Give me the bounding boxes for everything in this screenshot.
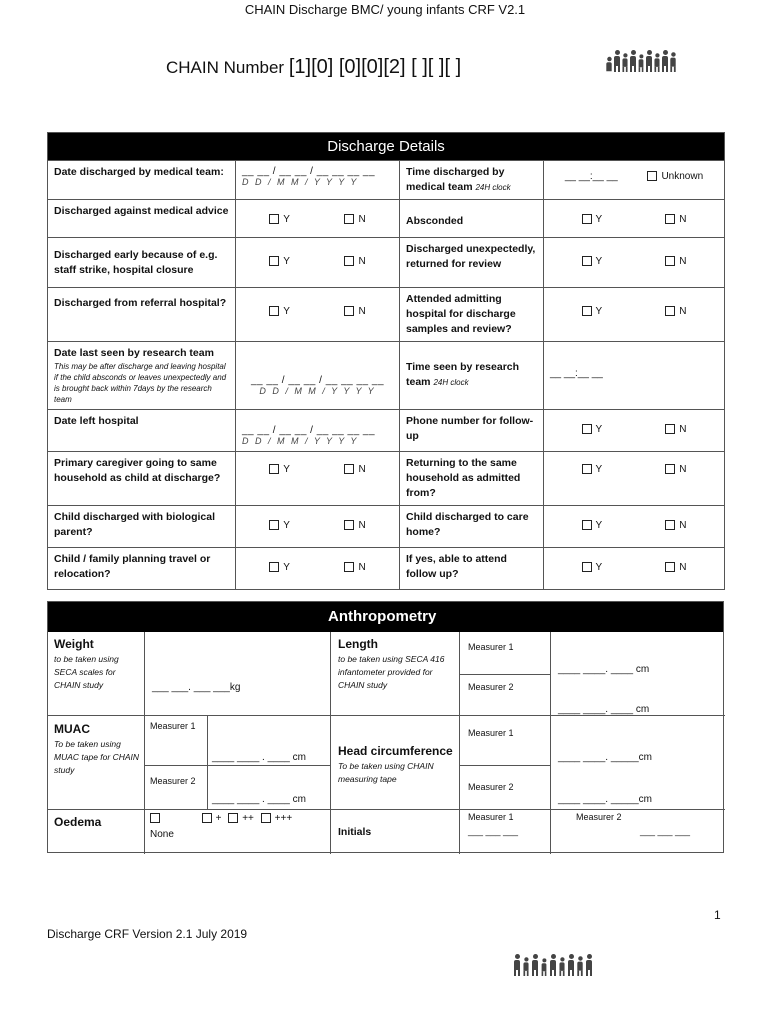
oedema-plus2-checkbox[interactable] [228,813,238,823]
chain-logo-footer-icon [512,948,598,976]
discharge-details-title: Discharge Details [48,133,725,161]
date-left-field[interactable]: __ __ / __ __ / __ __ __ __ D D / M M / Y Y Y Y [236,410,400,452]
last-seen-date-field[interactable]: __ __ / __ __ / __ __ __ __ D D / M M / Y Y Y Y [236,342,400,410]
length-note: to be taken using SECA 416 infantometer provided for CHAIN study [338,654,445,690]
phone-followup-label: Phone number for follow-up [400,410,544,452]
attended-admitting-label: Attended admitting hospital for discharge samples and review? [400,288,544,342]
footer-version: Discharge CRF Version 2.1 July 2019 [47,927,248,941]
head-field-2[interactable]: ____ ____. _____cm [558,794,652,805]
attend-followup-yn[interactable]: Y N [544,548,725,590]
phone-followup-yn[interactable]: Y N [544,410,725,452]
page-header: CHAIN Discharge BMC/ young infants CRF V2.1 [244,2,526,17]
biological-parent-yn[interactable]: Y N [236,506,400,548]
referral-hospital-yn[interactable]: Y N [236,288,400,342]
initials-field-2[interactable]: ___ ___ ___ [640,826,691,836]
attend-followup-label: If yes, able to attend follow up? [400,548,544,590]
oedema-options[interactable]: + ++ +++ [150,813,292,824]
unexpected-return-label: Discharged unexpectedly, returned for review [400,238,544,288]
travel-relocation-label: Child / family planning travel or relocation? [48,548,236,590]
biological-parent-label: Child discharged with biological parent? [48,506,236,548]
weight-field[interactable]: ___ ___. ___ ___kg [152,682,241,693]
oedema-plus3-checkbox[interactable] [261,813,271,823]
page-number: 1 [714,908,721,922]
chain-number-label: CHAIN Number [166,58,285,77]
length-label: Length [338,637,378,651]
head-field-1[interactable]: ____ ____. _____cm [558,752,652,763]
oedema-none-label: None [150,829,174,840]
unexpected-return-yn[interactable]: Y N [544,238,725,288]
travel-relocation-yn[interactable]: Y N [236,548,400,590]
referral-hospital-label: Discharged from referral hospital? [48,288,236,342]
anthropometry-section [47,601,724,853]
care-home-yn[interactable]: Y N [544,506,725,548]
head-circumference-label: Head circumference [338,744,453,758]
time-discharged-label: Time discharged by medical team 24H clock [400,161,544,200]
initials-label: Initials [338,826,372,838]
against-advice-yn[interactable]: Y N [236,200,400,238]
weight-label: Weight [54,637,94,651]
time-seen-label: Time seen by research team 24H clock [400,342,544,410]
returning-household-label: Returning to the same household as admitted from? [400,452,544,506]
muac-field-2[interactable]: ____ ____ . ____ cm [212,794,306,805]
time-seen-field[interactable]: __ __:__ __ [544,342,725,410]
oedema-none-checkbox[interactable] [150,813,160,823]
date-left-label: Date left hospital [48,410,236,452]
oedema-plus-checkbox[interactable] [202,813,212,823]
same-household-yn[interactable]: Y N [236,452,400,506]
length-field-2[interactable]: ____ ____. ____ cm [558,704,650,715]
date-discharged-label: Date discharged by medical team: [48,161,236,200]
early-discharge-yn[interactable]: Y N [236,238,400,288]
chain-number-value: [1][0] [0][0][2] [ ][ ][ ] [288,56,462,78]
initials-measurer2-label: Measurer 2 [576,812,622,822]
time-discharged-field[interactable]: __ __:__ __ Unknown [544,161,725,200]
muac-field-1[interactable]: ____ ____ . ____ cm [212,752,306,763]
absconded-label: Absconded [400,200,544,238]
muac-measurer1-label: Measurer 1 [150,721,196,731]
same-household-label: Primary caregiver going to same household as child at discharge? [48,452,236,506]
length-measurer2-label: Measurer 2 [468,682,514,692]
date-discharged-field[interactable]: __ __ / __ __ / __ __ __ __ D D / M M / Y Y Y Y [236,161,400,200]
chain-logo-icon [604,46,680,72]
absconded-yn[interactable]: Y N [544,200,725,238]
initials-measurer1-label: Measurer 1 [468,812,514,822]
against-advice-label: Discharged against medical advice [48,200,236,238]
length-field-1[interactable]: ____ ____. ____ cm [558,664,650,675]
muac-note: To be taken using MUAC tape for CHAIN study [54,739,140,775]
returning-household-yn[interactable]: Y N [544,452,725,506]
muac-label: MUAC [54,722,90,736]
length-measurer1-label: Measurer 1 [468,642,514,652]
chain-number [166,56,461,79]
last-seen-label: Date last seen by research team This may be after discharge and leaving hospital if the child absconds or leaves unexpectedly and is brought back within 7days by the research team [48,342,236,410]
care-home-label: Child discharged to care home? [400,506,544,548]
head-circumference-note: To be taken using CHAIN measuring tape [338,761,434,784]
weight-note: to be taken using SECA scales for CHAIN study [54,654,119,690]
muac-measurer2-label: Measurer 2 [150,776,196,786]
head-measurer1-label: Measurer 1 [468,728,514,738]
unknown-checkbox[interactable]: Unknown [647,171,703,182]
attended-admitting-yn[interactable]: Y N [544,288,725,342]
early-discharge-label: Discharged early because of e.g. staff strike, hospital closure [48,238,236,288]
head-measurer2-label: Measurer 2 [468,782,514,792]
initials-field-1[interactable]: ___ ___ ___ [468,826,519,836]
anthropometry-title: Anthropometry [328,608,437,625]
oedema-label: Oedema [54,815,102,829]
discharge-details-table [47,132,725,590]
